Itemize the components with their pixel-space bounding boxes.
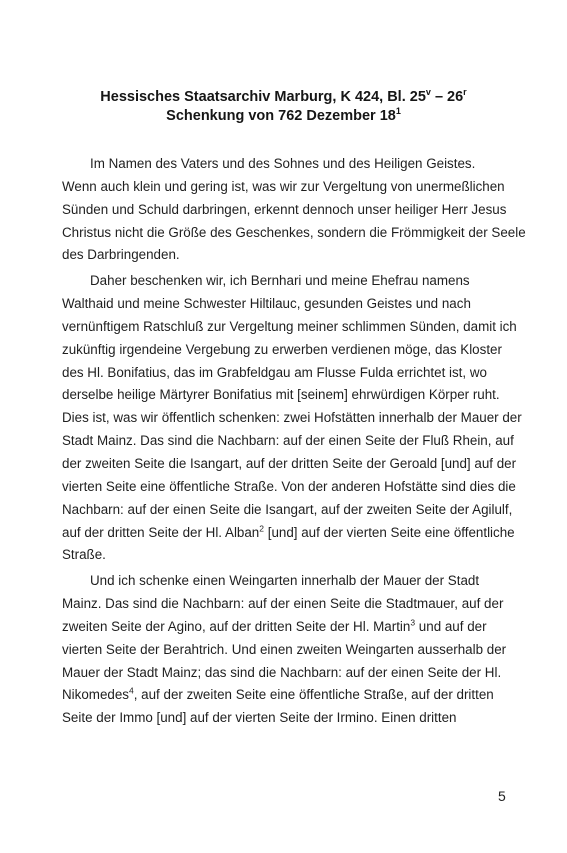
title-footnote-marker: 1	[395, 106, 401, 117]
text-line: der zweiten Seite die Isangart, auf der dritten Seite der Geroald [und] auf der	[62, 455, 517, 471]
text-line-with-footnote	[62, 616, 522, 639]
text-line-with-footnote	[62, 684, 522, 707]
text-line: Nachbarn: auf der einen Seite die Isangart, auf der zweiten Seite der Agilulf,	[62, 501, 513, 517]
text-line-with-footnote	[62, 522, 522, 545]
title-line-2-text: Schenkung von 762 Dezember 18	[166, 108, 396, 124]
text-line: Mauer der Stadt Mainz; das sind die Nachbarn: auf der einen Seite der Hl.	[62, 664, 502, 680]
page-number: 5	[498, 788, 506, 804]
text-segment: , auf der zweiten Seite eine öffentliche Straße, auf der dritten	[133, 687, 494, 703]
text-line: Und ich schenke einen Weingarten innerhalb der Mauer der Stadt	[90, 573, 480, 589]
text-line: vierten Seite der Berahtrich. Und einen zweiten Weingarten ausserhalb der	[62, 641, 507, 657]
title-line-1-superscript-recto: r	[463, 87, 467, 98]
title-line-1-text: Hessisches Staatsarchiv Marburg, K 424, Bl. 25	[100, 89, 426, 105]
text-line: Stadt Mainz. Das sind die Nachbarn: auf der einen Seite der Fluß Rhein, auf	[62, 433, 514, 449]
text-segment: und auf der	[415, 618, 487, 634]
title-line-1-superscript-verso: v	[425, 87, 431, 98]
text-line: Daher beschenken wir, ich Bernhari und meine Ehefrau namens	[90, 273, 470, 289]
text-segment: Nikomedes	[62, 687, 129, 703]
footnote-marker-4: 4	[128, 685, 134, 696]
document-body	[62, 153, 526, 730]
text-line: Seite der Immo [und] auf der vierten Seite der Irmino. Einen dritten	[62, 710, 457, 726]
text-line: des Darbringenden.	[62, 247, 180, 263]
text-line: Wenn auch klein und gering ist, was wir zur Vergeltung von unermeßlichen	[62, 178, 505, 194]
document-title-line-2	[40, 107, 527, 125]
footnote-marker-2: 2	[259, 523, 264, 534]
text-line: Im Namen des Vaters und des Sohnes und des Heiligen Geistes.	[90, 156, 476, 171]
title-line-1-range: – 26	[430, 89, 464, 105]
text-line: Walthaid und meine Schwester Hiltilauc, gesunden Geistes und nach	[62, 296, 471, 312]
text-line: Sünden und Schuld darbringen, erkennt dennoch unser heiliger Herr Jesus	[62, 201, 507, 217]
footnote-marker-3: 3	[410, 617, 416, 628]
text-segment: [und] auf der vierten Seite eine öffentliche	[264, 524, 515, 540]
text-segment: zweiten Seite der Agino, auf der dritten Seite der Hl. Martin	[62, 618, 411, 634]
paragraph-1	[62, 153, 526, 267]
text-line: des Hl. Bonifatius, das im Grabfeldgau am Flusse Fulda errichtet ist, wo	[62, 364, 487, 380]
text-line: derselbe heilige Märtyrer Bonifatius mit [seinem] ehrwürdigen Körper ruht.	[62, 387, 500, 403]
text-line: Straße.	[62, 547, 106, 563]
text-line: zukünftig irgendeine Vergebung zu erwerben verdienen möge, das Kloster	[62, 341, 502, 357]
text-line: vernünftigem Ratschluß zur Vergeltung meiner schlimmen Sünden, damit ich	[62, 318, 517, 334]
paragraph-3	[62, 570, 522, 730]
text-line: Christus nicht die Größe des Geschenkes, sondern die Frömmigkeit der Seele	[62, 224, 526, 240]
text-line: Dies ist, was wir öffentlich schenken: zwei Hofstätten innerhalb der Mauer der	[62, 410, 522, 426]
paragraph-2	[62, 270, 522, 567]
text-line: Mainz. Das sind die Nachbarn: auf der einen Seite die Stadtmauer, auf der	[62, 596, 504, 612]
text-line: vierten Seite eine öffentliche Straße. Von der anderen Hofstätte sind dies die	[62, 478, 516, 494]
text-segment: auf der dritten Seite der Hl. Alban	[62, 524, 260, 540]
document-title-line-1	[40, 88, 527, 106]
